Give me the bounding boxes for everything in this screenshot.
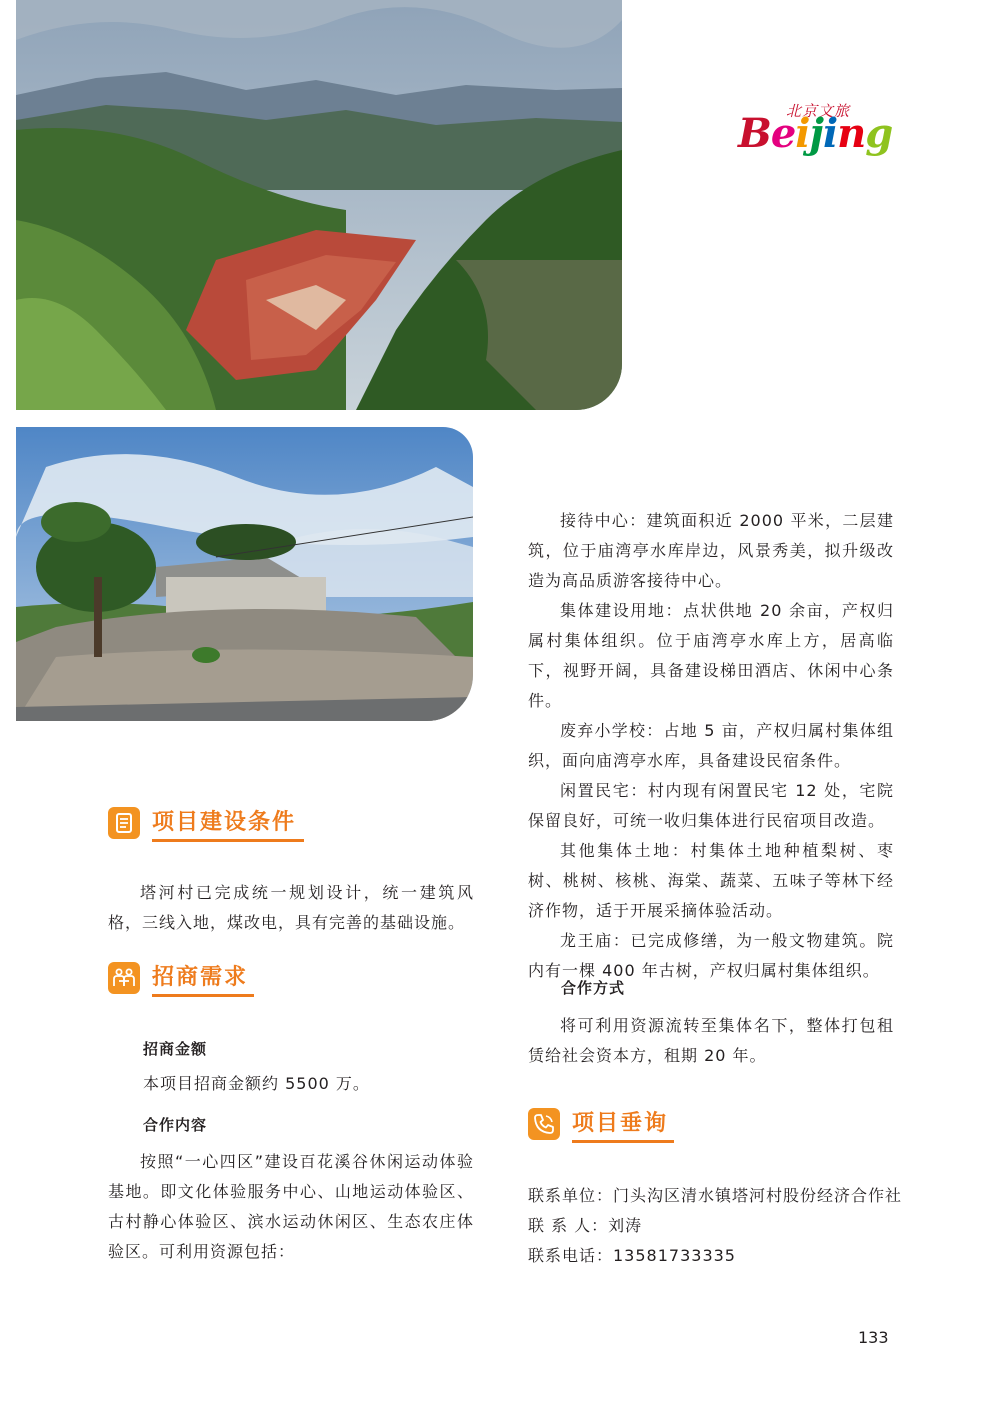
logo-letter: j xyxy=(809,110,823,157)
section-title: 项目垂询 xyxy=(572,1111,669,1136)
section-conditions-heading xyxy=(108,803,318,843)
logo-letter: e xyxy=(770,110,796,157)
investment-amount-text: 本项目招商金额约 5500 万。 xyxy=(143,1074,370,1093)
cooperation-method-text: 将可利用资源流转至集体名下，整体打包租赁给社会资本方，租期 20 年。 xyxy=(528,1016,894,1065)
beijing-tourism-logo xyxy=(738,92,898,162)
contact-phone: 联系电话：13581733335 xyxy=(528,1246,736,1265)
title-underline xyxy=(152,839,304,842)
cooperation-method-label: 合作方式 xyxy=(561,979,626,997)
contact-person: 联 系 人：刘涛 xyxy=(528,1216,643,1235)
resource-paragraph: 废弃小学校：占地 5 亩，产权归属村集体组织，面向庙湾亭水库，具备建设民宿条件。 xyxy=(528,721,894,770)
resource-paragraph: 龙王庙：已完成修缮，为一般文物建筑。院内有一棵 400 年古树，产权归属村集体组织。 xyxy=(528,931,894,980)
logo-wordmark xyxy=(738,110,892,157)
cooperation-content-text: 按照“一心四区”建设百花溪谷休闲运动体验基地。即文化体验服务中心、山地运动体验区、古村静心体验区、滨水运动休闲区、生态农庄体验区。可利用资源包括： xyxy=(108,1152,474,1261)
logo-letter: B xyxy=(738,110,771,157)
logo-letter: i xyxy=(795,110,810,157)
conditions-paragraph: 塔河村已完成统一规划设计，统一建筑风格，三线入地，煤改电，具有完善的基础设施。 xyxy=(108,883,474,932)
logo-letter: n xyxy=(837,110,866,157)
document-list-icon xyxy=(108,807,140,839)
section-inquiry-heading xyxy=(528,1104,698,1144)
page-number: 133 xyxy=(858,1328,889,1347)
logo-chinese-text: 北京文旅 xyxy=(786,102,851,120)
resource-paragraph: 集体建设用地：点状供地 20 余亩，产权归属村集体组织。位于庙湾亭水库上方，居高临下，视野开阔，具备建设梯田酒店、休闲中心条件。 xyxy=(528,601,894,710)
phone-icon xyxy=(528,1108,560,1140)
investment-amount-label: 招商金额 xyxy=(143,1040,208,1058)
temple-photo xyxy=(16,427,473,721)
handshake-icon xyxy=(108,962,140,994)
logo-letter: i xyxy=(822,110,838,157)
resource-paragraph: 接待中心：建筑面积近 2000 平米，二层建筑，位于庙湾亭水库岸边，风景秀美，拟升级改造为高品质游客接待中心。 xyxy=(528,511,894,590)
title-underline xyxy=(572,1140,674,1143)
resources-list xyxy=(528,506,894,986)
resource-paragraph: 闲置民宅：村内现有闲置民宅 12 处，宅院保留良好，可统一收归集体进行民宿项目改造。 xyxy=(528,781,894,830)
section-title: 招商需求 xyxy=(152,965,249,990)
logo-letter: g xyxy=(865,110,893,157)
valley-village-photo xyxy=(16,0,622,410)
resource-paragraph: 其他集体土地：村集体土地种植梨树、枣树、桃树、核桃、海棠、蔬菜、五味子等林下经济作物，适于开展采摘体验活动。 xyxy=(528,841,894,920)
section-title: 项目建设条件 xyxy=(152,810,297,835)
contact-unit: 联系单位：门头沟区清水镇塔河村股份经济合作社 xyxy=(528,1186,903,1205)
section-investment-heading xyxy=(108,958,278,998)
title-underline xyxy=(152,994,254,997)
cooperation-content-label: 合作内容 xyxy=(143,1116,208,1134)
